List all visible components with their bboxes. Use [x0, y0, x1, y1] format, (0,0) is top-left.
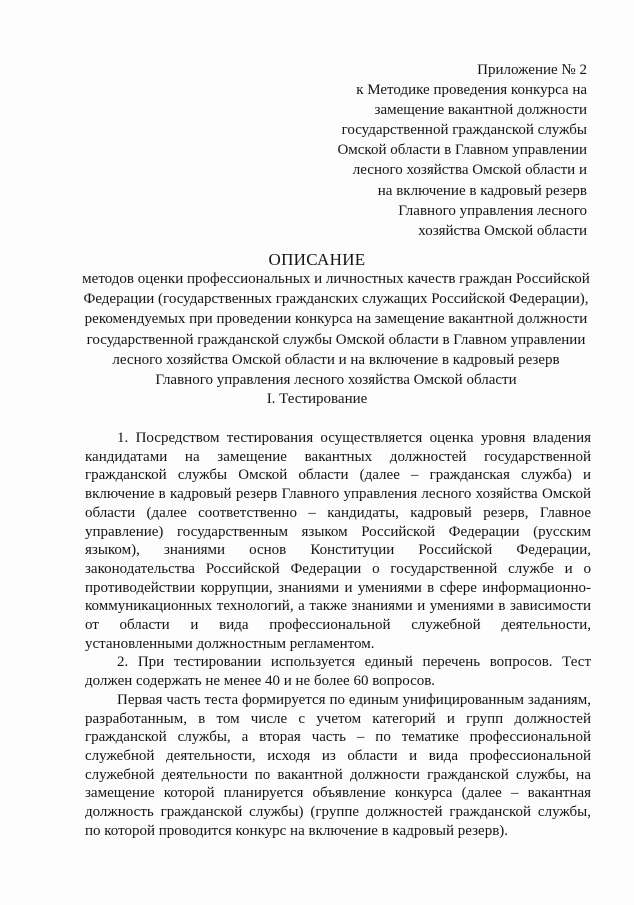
appendix-line: Омской области в Главном управлении: [337, 142, 587, 159]
appendix-line: хозяйства Омской области: [418, 222, 587, 239]
appendix-line: лесного хозяйства Омской области и: [352, 162, 587, 179]
subtitle-line: Главного управления лесного хозяйства Омской области: [155, 372, 517, 389]
appendix-line: государственной гражданской службы: [341, 122, 587, 139]
appendix-note: [300, 60, 587, 241]
paragraph: 2. При тестировании используется единый перечень вопросов. Тест должен содержать не менее 40 и не более 60 вопросов.: [85, 654, 591, 690]
subtitle-line: лесного хозяйства Омской области и на включение в кадровый резерв: [112, 351, 560, 368]
appendix-line: к Методике проведения конкурса на: [356, 82, 587, 99]
appendix-line: замещение вакантной должности: [374, 102, 587, 119]
appendix-line: Главного управления лесного: [398, 202, 587, 219]
document-title: ОПИСАНИЕ: [268, 250, 366, 269]
paragraph: 1. Посредством тестирования осуществляется оценка уровня владения кандидатами на замещение вакантных должностей государственной гражданской службы Омской области (далее – гражданская служба) и включение в кадровый резерв Главного управления лесного хозяйства Омской области (далее соответственно – кандидаты, кадровый резерв, Главное управление) государственным языком Российской Федерации (русским языком), знаниями основ Конституции Российской Федерации, законодательства Российской Федерации о государственной службе и о противодействии коррупции, знаниями и умениями в сфере информационно-коммуникационных технологий, а также знаниями и умениями в зависимости от области и вида профессиональной служебной деятельности, установленными должностным регламентом.: [85, 430, 591, 652]
appendix-line: на включение в кадровый резерв: [377, 182, 587, 199]
subtitle-line: государственной гражданской службы Омской области в Главном управлении: [86, 331, 586, 348]
subtitle-line: Федерации (государственных гражданских служащих Российской Федерации),: [83, 291, 589, 308]
appendix-line: Приложение № 2: [477, 62, 587, 78]
paragraph: Первая часть теста формируется по единым унифицированным заданиям, разработанным, в том числе с учетом категорий и групп должностей гражданской службы, а вторая часть – по тематике профессиональной служебной деятельности, исходя из области и вида профессиональной служебной деятельности по вакантной должности гражданской службы, на замещение которой планируется объявление конкурса (далее – вакантная должность гражданской службы) (группе должностей гражданской службы, по которой проводится конкурс на включение в кадровый резерв).: [85, 691, 591, 839]
subtitle-line: рекомендуемых при проведении конкурса на замещение вакантной должности: [84, 311, 588, 328]
subtitle-line: методов оценки профессиональных и личностных качеств граждан Российской: [82, 271, 590, 287]
document-subtitle: [60, 269, 612, 390]
section-heading: I. Тестирование: [266, 391, 368, 407]
document-body: [85, 429, 591, 840]
